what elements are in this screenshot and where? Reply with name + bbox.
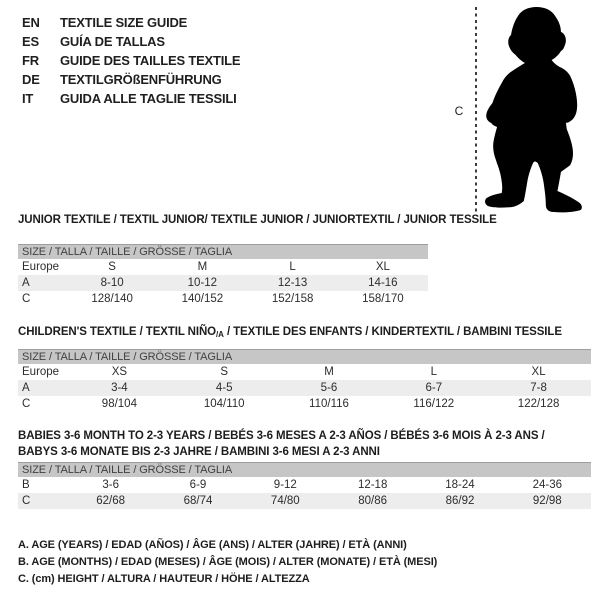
value-cell: 92/98 — [532, 495, 562, 507]
value-cell: 5-6 — [320, 382, 338, 394]
value-cell: 18-24 — [445, 479, 475, 491]
toddler-silhouette-image — [482, 5, 600, 213]
value-cell: 80/86 — [358, 495, 388, 507]
row-label: A — [22, 382, 30, 394]
value-cell: 12-13 — [277, 277, 308, 289]
value-cell: 98/104 — [101, 398, 137, 410]
language-code: DE — [22, 72, 40, 87]
title-text: / TEXTILE DES ENFANTS / KINDERTEXTIL / BAMBINI TESSILE — [223, 326, 562, 338]
value-cell: 8-10 — [100, 277, 124, 289]
table-row-height — [18, 396, 591, 412]
size-header-bar: SIZE / TALLA / TAILLE / GRÖSSE / TAGLIA — [18, 462, 591, 477]
value-cell: 6-7 — [425, 382, 443, 394]
note-age-months: B. AGE (MONTHS) / EDAD (MESES) / ÂGE (MOIS) / ALTER (MONATE) / ETÀ (MESI) — [18, 556, 438, 568]
value-cell: 14-16 — [368, 277, 398, 289]
title-text: CHILDREN'S TEXTILE / TEXTIL NIÑO — [18, 326, 217, 338]
row-label: C — [22, 293, 31, 305]
value-cell: 86/92 — [445, 495, 475, 507]
value-cell: 74/80 — [270, 495, 300, 507]
size-header-bar: SIZE / TALLA / TAILLE / GRÖSSE / TAGLIA — [18, 349, 591, 364]
value-cell: 10-12 — [187, 277, 218, 289]
children-size-table — [18, 349, 591, 412]
value-cell: 128/140 — [91, 293, 133, 305]
language-label: TEXTILE SIZE GUIDE — [60, 15, 188, 30]
value-cell: 104/110 — [203, 398, 245, 410]
row-label: B — [22, 479, 30, 491]
value-cell: 12-18 — [357, 479, 388, 491]
height-measure-dashed-line — [475, 7, 477, 212]
legend-notes — [18, 537, 437, 588]
table-row-sizes — [18, 259, 428, 275]
language-code: EN — [22, 15, 40, 30]
babies-title-line2: BABYS 3-6 MONATE BIS 2-3 JAHRE / BAMBINI 3-6 MESI A 2-3 ANNI — [18, 446, 380, 458]
row-label: C — [22, 495, 31, 507]
value-cell: 62/68 — [96, 495, 126, 507]
size-cell: M — [324, 366, 334, 378]
value-cell: 4-5 — [215, 382, 233, 394]
language-row-de — [22, 70, 240, 89]
value-cell: 3-6 — [102, 479, 119, 491]
babies-title-line1: BABIES 3-6 MONTH TO 2-3 YEARS / BEBÉS 3-6 MESES A 2-3 AÑOS / BÉBÉS 3-6 MOIS À 2-3 ANS / — [18, 430, 545, 442]
value-cell: 68/74 — [183, 495, 213, 507]
size-cell: M — [197, 261, 208, 273]
size-cell: S — [220, 366, 229, 378]
language-row-fr — [22, 51, 240, 70]
table-row-age-months — [18, 477, 591, 493]
row-label: A — [22, 277, 30, 289]
language-code: ES — [22, 34, 39, 49]
junior-table-title: JUNIOR TEXTILE / TEXTIL JUNIOR/ TEXTILE JUNIOR / JUNIORTEXTIL / JUNIOR TESSILE — [18, 214, 497, 226]
language-code: FR — [22, 53, 39, 68]
size-cell: L — [430, 366, 437, 378]
value-cell: 9-12 — [273, 479, 297, 491]
row-label: Europe — [22, 261, 60, 273]
table-row-age — [18, 275, 428, 291]
language-row-es — [22, 32, 240, 51]
table-row-age — [18, 380, 591, 396]
row-label: C — [22, 398, 31, 410]
children-table-title — [18, 326, 562, 338]
value-cell: 152/158 — [271, 293, 314, 305]
language-label: GUIDE DES TAILLES TEXTILE — [60, 53, 241, 68]
babies-table-title — [18, 428, 578, 460]
language-code: IT — [22, 91, 34, 106]
table-row-height — [18, 493, 591, 509]
junior-size-table — [18, 244, 428, 307]
value-cell: 116/122 — [413, 398, 455, 410]
value-cell: 3-4 — [111, 382, 128, 394]
language-row-en — [22, 13, 240, 32]
size-header-bar: SIZE / TALLA / TAILLE / GRÖSSE / TAGLIA — [18, 244, 428, 259]
language-label: GUIDA ALLE TAGLIE TESSILI — [60, 91, 237, 106]
height-measure-label-c: C — [454, 104, 464, 118]
title-subscript: /A — [216, 330, 224, 339]
language-list — [22, 13, 240, 108]
size-cell: S — [108, 261, 116, 273]
value-cell: 24-36 — [532, 479, 563, 491]
value-cell: 140/152 — [181, 293, 224, 305]
table-row-height — [18, 291, 428, 307]
language-label: TEXTILGRÖßENFÜHRUNG — [60, 72, 222, 87]
size-cell: XL — [375, 261, 390, 273]
size-cell: XS — [111, 366, 128, 378]
language-label: GUÍA DE TALLAS — [60, 34, 165, 49]
value-cell: 6-9 — [189, 479, 207, 491]
size-cell: XL — [531, 366, 546, 378]
note-age-years: A. AGE (YEARS) / EDAD (AÑOS) / ÂGE (ANS) / ALTER (JAHRE) / ETÀ (ANNI) — [18, 539, 407, 551]
size-cell: L — [289, 261, 296, 273]
language-row-it — [22, 89, 240, 108]
value-cell: 158/170 — [362, 293, 404, 305]
value-cell: 110/116 — [309, 398, 349, 410]
value-cell: 122/128 — [517, 398, 560, 410]
table-row-sizes — [18, 364, 591, 380]
value-cell: 7-8 — [530, 382, 547, 394]
babies-size-table — [18, 462, 591, 509]
note-height-cm: C. (cm) HEIGHT / ALTURA / HAUTEUR / HÖHE / ALTEZZA — [18, 573, 310, 585]
row-label: Europe — [22, 366, 60, 378]
